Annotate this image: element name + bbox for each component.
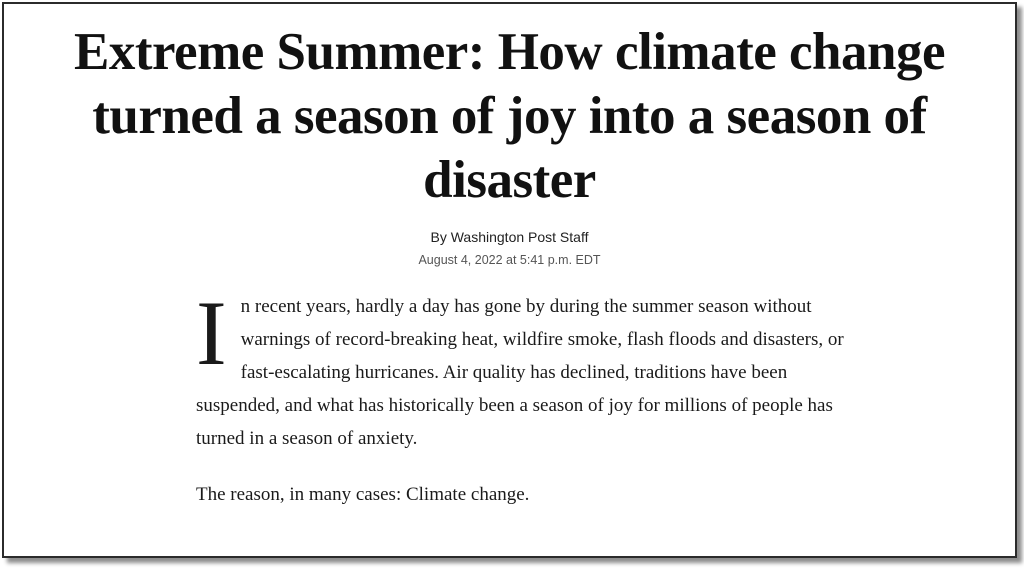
publish-date: August 4, 2022 at 5:41 p.m. EDT [418,253,601,267]
article-paragraph-2: The reason, in many cases: Climate change. [196,484,530,505]
drop-cap: I [196,282,227,384]
article-body [196,282,846,511]
byline[interactable]: By Washington Post Staff [430,229,589,245]
article-screenshot-frame [2,2,1017,558]
article-headline: Extreme Summer: How climate change turned a season of joy into a season of disaster [73,23,945,209]
article-paragraph-1 [196,282,846,455]
paragraph-1-text: n recent years, hardly a day has gone by during the summer season without warnings of record-breaking heat, wildfire smoke, flash floods and disasters, or fast-escalating hurricanes. Air quality has declined, traditions have been suspended, and what has historically been a season of joy for millions of people has turned in a season of anxiety. [196,296,844,449]
